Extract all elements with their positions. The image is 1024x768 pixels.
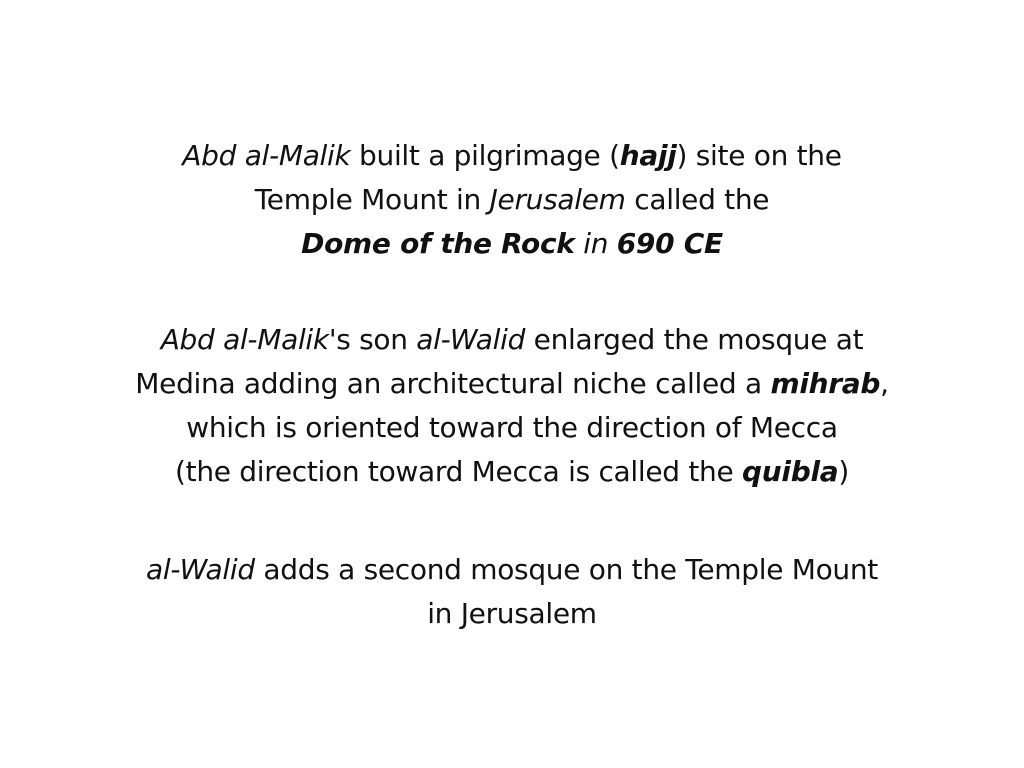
paragraph-mihrab bbox=[40, 318, 984, 494]
term-dome-of-the-rock: Dome of the Rock bbox=[301, 227, 575, 260]
paragraph-dome-of-the-rock bbox=[40, 134, 984, 266]
text-fragment: called the bbox=[625, 183, 770, 216]
paragraph-second-mosque bbox=[40, 548, 984, 636]
text-line: which is oriented toward the direction of Mecca bbox=[186, 411, 838, 444]
date-690-ce: 690 CE bbox=[616, 227, 723, 260]
text-line bbox=[40, 318, 984, 362]
text-fragment: in bbox=[574, 227, 617, 260]
text-fragment: Medina adding an architectural niche called a bbox=[135, 367, 771, 400]
text-line bbox=[40, 450, 984, 494]
text-fragment: ) bbox=[838, 455, 849, 488]
name-al-walid: al-Walid bbox=[416, 323, 526, 356]
text-line bbox=[40, 134, 984, 178]
text-line bbox=[40, 548, 984, 592]
text-line bbox=[40, 362, 984, 406]
text-fragment: Temple Mount in bbox=[254, 183, 490, 216]
text-fragment: ) site on the bbox=[676, 139, 842, 172]
text-fragment: built a pilgrimage ( bbox=[350, 139, 620, 172]
text-line bbox=[40, 178, 984, 222]
text-line: in Jerusalem bbox=[427, 597, 597, 630]
name-abd-al-malik: Abd al-Malik bbox=[182, 139, 351, 172]
term-quibla: quibla bbox=[742, 455, 839, 488]
text-fragment: (the direction toward Mecca is called the bbox=[175, 455, 743, 488]
place-jerusalem: Jerusalem bbox=[489, 183, 626, 216]
name-al-walid: al-Walid bbox=[146, 553, 255, 586]
name-abd-al-malik: Abd al-Malik bbox=[160, 323, 329, 356]
text-line bbox=[40, 222, 984, 266]
text-fragment: 's son bbox=[328, 323, 417, 356]
text-fragment: adds a second mosque on the Temple Mount bbox=[254, 553, 878, 586]
term-mihrab: mihrab bbox=[770, 367, 881, 400]
term-hajj: hajj bbox=[619, 139, 677, 172]
text-fragment: , bbox=[880, 367, 889, 400]
text-fragment: enlarged the mosque at bbox=[525, 323, 864, 356]
